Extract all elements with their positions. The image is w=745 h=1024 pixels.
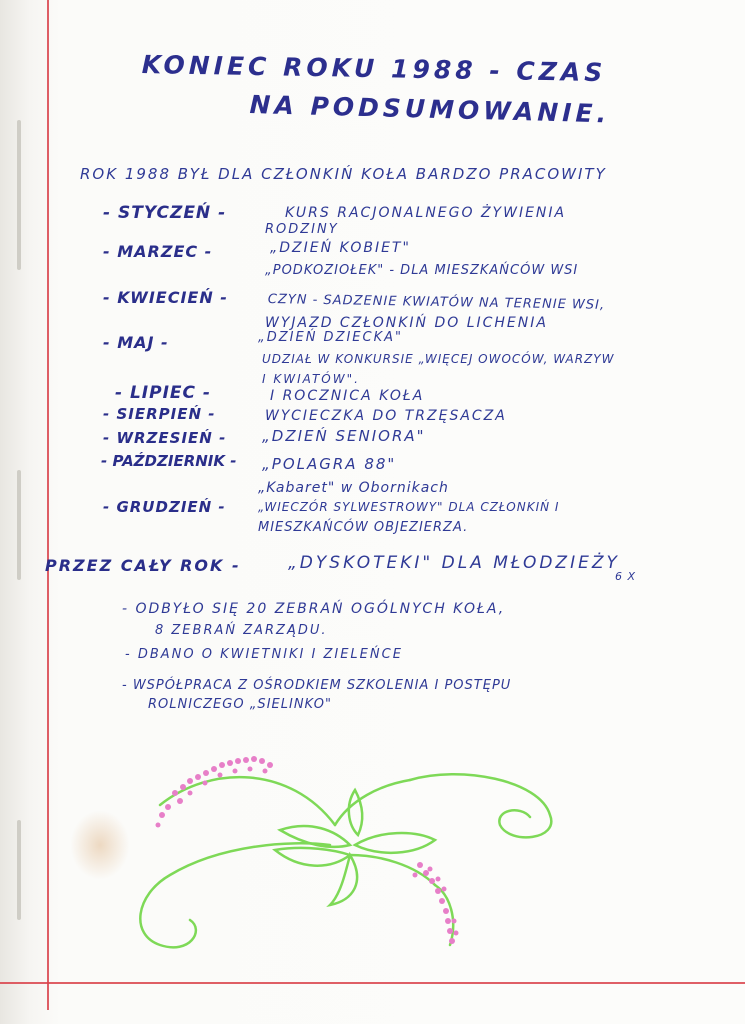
month-label-january: - STYCZEŃ - [103,203,227,223]
month-text: „DZIEŃ KOBIET" [270,240,411,256]
binding-stitch [17,470,21,580]
page-title-line2: NA PODSUMOWANIE. [249,90,611,129]
month-label-may: - MAJ - [103,333,169,352]
month-label-october: - PAŹDZIERNIK - [101,452,237,470]
summary-bullet: - ODBYŁO SIĘ 20 ZEBRAŃ OGÓLNYCH KOŁA, [122,601,506,617]
month-text: WYCIECZKA DO TRZĘSACZA [265,408,507,424]
month-label-april: - KWIECIEŃ - [103,288,228,307]
month-label-december: - GRUDZIEŃ - [103,498,226,516]
month-label-september: - WRZESIEŃ - [103,429,227,447]
year-round-count: 6 X [615,570,637,583]
month-text: CZYN - SADZENIE KWIATÓW NA TERENIE WSI, [267,292,606,313]
summary-bullet: - WSPÓŁPRACA Z OŚRODKIEM SZKOLENIA I POSTĘPU [122,678,512,693]
month-text: RODZINY [265,222,339,237]
month-text: KURS RACJONALNEGO ŻYWIENIA [285,205,567,221]
month-text: „POLAGRA 88" [262,455,397,473]
year-round-label: PRZEZ CAŁY ROK - [45,556,241,575]
margin-line [47,0,49,1010]
month-text: „DZIEŃ SENIORA" [262,427,426,445]
intro-line: ROK 1988 BYŁ DLA CZŁONKIŃ KOŁA BARDZO PRACOWITY [80,165,607,183]
page-title-line1: KONIEC ROKU 1988 - CZAS [141,50,607,88]
month-text: WYJAZD CZŁONKIŃ DO LICHENIA [265,315,548,331]
binding-stitch [17,820,21,920]
month-label-march: - MARZEC - [103,242,213,261]
month-text: UDZIAŁ W KONKURSIE „WIĘCEJ OWOCÓW, WARZYW [262,352,615,366]
month-text: I KWIATÓW". [262,372,360,386]
binding-stitch [17,120,21,270]
summary-bullet: - DBANO O KWIETNIKI I ZIELEŃCE [125,647,403,662]
flower-drawing-icon [120,745,560,985]
month-text: I ROCZNICA KOŁA [270,388,425,404]
summary-bullet: ROLNICZEGO „SIELINKO" [148,697,332,712]
month-label-july: - LIPIEC - [115,383,211,403]
year-round-text: „DYSKOTEKI" DLA MŁODZIEŻY [288,553,620,573]
month-text: MIESZKAŃCÓW OBJEZIERZA. [258,520,469,535]
month-text: „WIECZÓR SYLWESTROWY" DLA CZŁONKIŃ I [258,500,560,514]
month-text: „DZIEŃ DZIECKA" [258,330,403,345]
month-label-august: - SIERPIEŃ - [103,405,216,423]
month-text: „PODKOZIOŁEK" - DLA MIESZKAŃCÓW WSI [265,263,579,278]
month-text: „Kabaret" w Obornikach [258,480,449,496]
summary-bullet: 8 ZEBRAŃ ZARZĄDU. [155,623,328,638]
